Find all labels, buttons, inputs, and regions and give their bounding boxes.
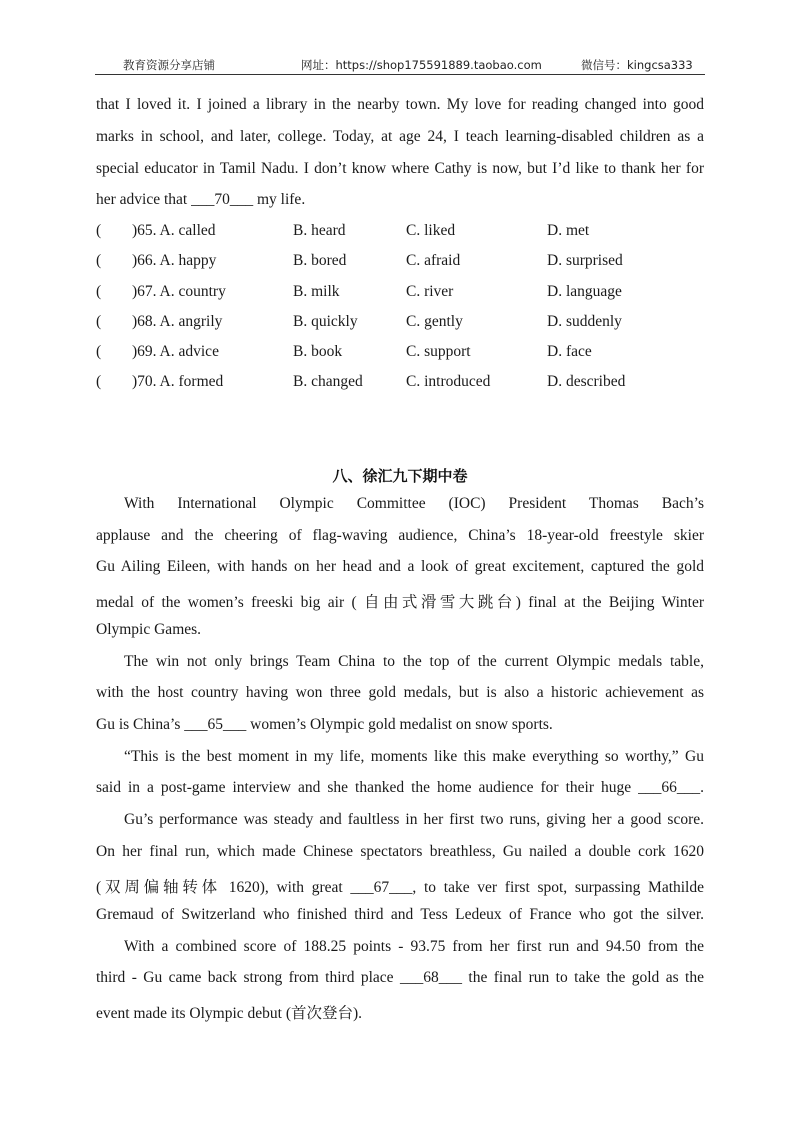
passage-line: “This is the best moment in my life, moments like this make everything so worthy,” Gu (124, 748, 704, 765)
passage-line: her advice that ___70___ my life. (96, 191, 306, 208)
passage-line: Gu Ailing Eileen, with hands on her head and a look of great excitement, captured the gold (96, 558, 704, 575)
passage-line: The win not only brings Team China to the top of the current Olympic medals table, (124, 653, 704, 670)
option-a: )70. A. formed (132, 373, 224, 390)
option-a: )66. A. happy (132, 252, 217, 269)
section-title: 八、徐汇九下期中卷 (332, 467, 468, 485)
option-b: B. quickly (293, 313, 358, 330)
option-d: D. suddenly (547, 313, 622, 330)
option-c: C. gently (406, 313, 463, 330)
option-row (96, 222, 704, 244)
passage-line: Gu is China’s ___65___ women’s Olympic gold medalist on snow sports. (96, 716, 553, 733)
option-a: )67. A. country (132, 283, 226, 300)
option-d: D. face (547, 343, 592, 360)
answer-bracket: ( (96, 343, 102, 360)
option-c: C. river (406, 283, 454, 300)
option-a: )69. A. advice (132, 343, 219, 360)
answer-bracket: ( (96, 252, 102, 269)
passage-line: applause and the cheering of flag-waving audience, China’s 18-year-old freestyle skier (96, 527, 704, 544)
option-b: B. bored (293, 252, 347, 269)
passage-line: (双周偏轴转体 1620), with great ___67___, to take ver first spot, surpassing Mathilde (96, 879, 704, 896)
answer-bracket: ( (96, 222, 102, 239)
passage-line: that I loved it. I joined a library in the nearby town. My love for reading changed into good (96, 96, 704, 113)
passage-line: event made its Olympic debut (首次登台). (96, 1005, 363, 1022)
answer-bracket: ( (96, 373, 102, 390)
passage-line: On her final run, which made Chinese spectators breathless, Gu nailed a double cork 1620 (96, 843, 704, 860)
option-c: C. support (406, 343, 471, 360)
option-row (96, 373, 704, 395)
passage-line: Olympic Games. (96, 621, 202, 638)
option-c: C. liked (406, 222, 456, 239)
option-b: B. book (293, 343, 343, 360)
passage-line: With International Olympic Committee (IOC) President Thomas Bach’s (124, 495, 704, 512)
passage-line: Gu’s performance was steady and faultless in her first two runs, giving her a good score. (124, 811, 704, 828)
option-d: D. described (547, 373, 626, 390)
option-d: D. surprised (547, 252, 623, 269)
option-b: B. milk (293, 283, 340, 300)
option-c: C. introduced (406, 373, 491, 390)
option-d: D. met (547, 222, 590, 239)
option-d: D. language (547, 283, 622, 300)
option-a: )68. A. angrily (132, 313, 223, 330)
passage-line: marks in school, and later, college. Today, at age 24, I teach learning-disabled children as a (96, 128, 704, 145)
passage-line: medal of the women’s freeski big air ( 自由式滑雪大跳台) final at the Beijing Winter (96, 594, 704, 611)
option-b: B. heard (293, 222, 346, 239)
passage-line: third - Gu came back strong from third place ___68___ the final run to take the gold as the (96, 969, 704, 986)
passage-line: said in a post-game interview and she thanked the home audience for their huge ___66___. (96, 779, 704, 796)
option-row (96, 283, 704, 305)
passage-line: with the host country having won three gold medals, but is also a historic achievement as (96, 684, 704, 701)
passage-line: Gremaud of Switzerland who finished third and Tess Ledeux of France who got the silver. (96, 906, 704, 923)
header-shop-name: 教育资源分享店铺 (123, 58, 215, 72)
option-b: B. changed (293, 373, 363, 390)
option-row (96, 252, 704, 274)
option-row (96, 313, 704, 335)
option-c: C. afraid (406, 252, 461, 269)
answer-bracket: ( (96, 283, 102, 300)
answer-bracket: ( (96, 313, 102, 330)
option-a: )65. A. called (132, 222, 216, 239)
page-header (95, 56, 705, 75)
header-website: 网址：https://shop175591889.taobao.com (301, 58, 542, 72)
option-row (96, 343, 704, 365)
passage-line: With a combined score of 188.25 points - 93.75 from her first run and 94.50 from the (124, 938, 704, 955)
header-wechat: 微信号：kingcsa333 (581, 58, 693, 72)
passage-line: special educator in Tamil Nadu. I don’t know where Cathy is now, but I’d like to thank her for (96, 160, 704, 177)
